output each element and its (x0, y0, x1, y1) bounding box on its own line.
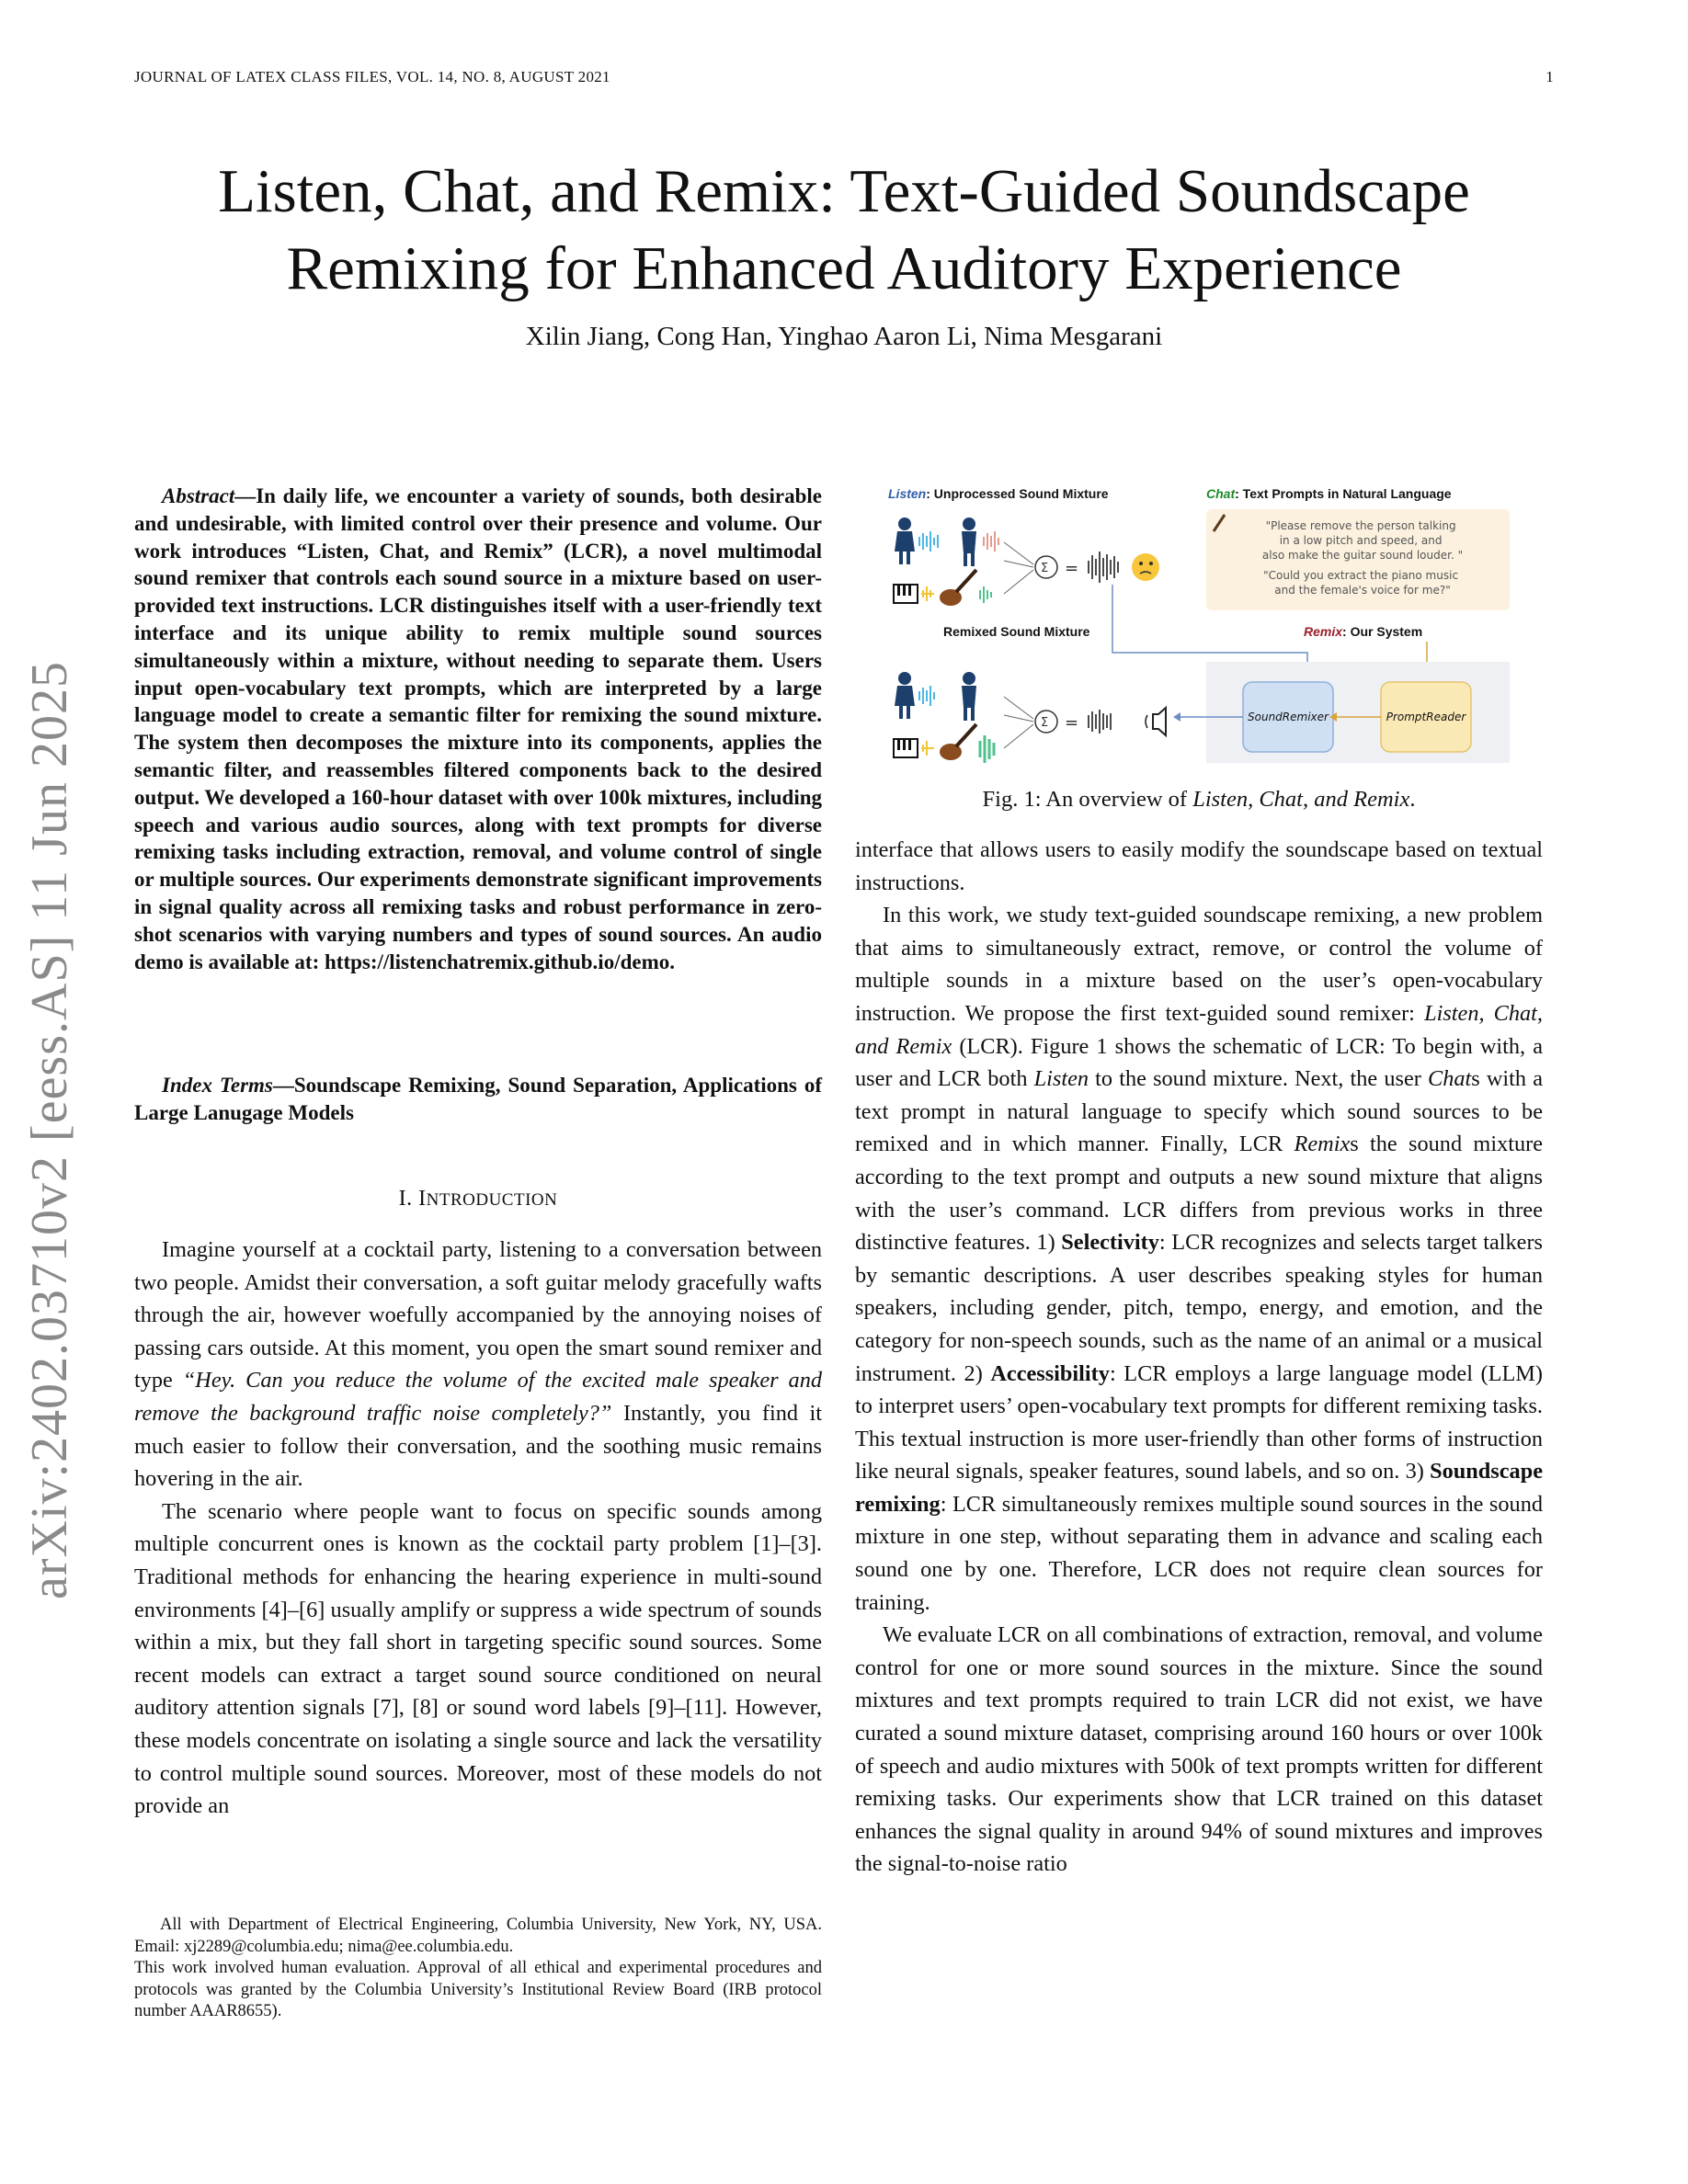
person-male-icon (962, 518, 976, 566)
blue-waveform-icon-2 (919, 686, 934, 706)
section-title-first: I (418, 1187, 427, 1211)
prompt-reader-label: PromptReader (1386, 711, 1466, 723)
title-line-2: Remixing for Enhanced Auditory Experience (286, 234, 1402, 302)
index-terms-label: Index Terms (162, 1074, 273, 1097)
section-heading (134, 1187, 822, 1211)
arxiv-identifier: arXiv:2402.03710v2 [eess.AS] 11 Jun 2025 (21, 661, 78, 1599)
title-line-1: Listen, Chat, and Remix: Text-Guided Soundscape (218, 157, 1470, 225)
intro-p1-quote: “Hey. Can you reduce the volume of the excited male speaker and remove the background traffic noise completely?” (134, 1368, 822, 1426)
caption-suffix: . (1409, 787, 1416, 812)
guitar-icon-2 (940, 724, 976, 760)
yellow-waveform-icon-2 (921, 741, 934, 756)
figure-1 (884, 478, 1515, 772)
index-terms (134, 1072, 822, 1127)
abstract-label: Abstract (162, 484, 235, 507)
intro-paragraph-1 (134, 1234, 822, 1496)
right-paragraph-2: We evaluate LCR on all combinations of extraction, removal, and volume control for one or more sound sources in the mixture. Since the sound mixtures and text prompts required to train LCR did not exist, we have curated a sound mixture dataset, comprising around 160 hours or over 100k of speech and audio mixtures with 500k of text prompts written for different remixing tasks. Our experiments show that LCR trained on this dataset enhances the signal quality in around 94% of sound mixtures and improves the signal-to-noise ratio (855, 1622, 1543, 1877)
sum-icon-2 (1035, 711, 1057, 733)
sum-icon (1035, 556, 1057, 578)
abstract-text: —In daily life, we encounter a variety of sounds, both desirable and undesirable, with limited control over their presence and volume. Our work introduces “Listen, Chat, and Remix” (LCR), a novel multimodal sound remixer that controls each sound source in a mixture based on user-provided text instructions. LCR distinguishes itself with a user-friendly text interface and its unique ability to remix multiple sound sources simultaneously within a mixture, without needing to separate them. Users input open-vocabulary text prompts, which are interpreted by a large language model to create a semantic filter for remixing the sound mixture. The system then decomposes the mixture into its components, applies the semantic filter, and reassembles filtered components back to the desired output. We developed a 160-hour dataset with over 100k mixtures, including speech and various audio sources, along with text prompts for diverse remixing tasks including extraction, removal, and volume control of single or multiple sources. Our experiments demonstrate significant improvements in signal quality across all remixing tasks and robust performance in zero-shot scenarios with varying numbers and types of sound sources. An audio demo is available at: https://listenchatremix.github.io/demo. (134, 484, 822, 973)
person-male-icon-2 (962, 672, 976, 721)
abstract (134, 483, 822, 975)
footnote-irb: This work involved human evaluation. Approval of all ethical and experimental procedures and protocols was granted by the Columbia University’s Institutional Review Board (IRB protocol number AAAR8655). (134, 1959, 822, 2020)
prompt-2-text: "Could you extract the piano music and the female's voice for me?" (1263, 569, 1459, 597)
footnote (134, 1915, 822, 2023)
journal-name: JOURNAL OF LATEX CLASS FILES, VOL. 14, NO. 8, AUGUST 2021 (134, 68, 610, 85)
yellow-waveform-icon (921, 586, 934, 601)
svg-text:Σ: Σ (1041, 716, 1049, 730)
chat-label: Chat: Text Prompts in Natural Language (1206, 486, 1452, 501)
piano-icon (894, 585, 918, 603)
remixed-mixture-label: Remixed Sound Mixture (943, 624, 1090, 639)
blue-waveform-icon (919, 531, 938, 552)
confused-face-icon (1132, 553, 1159, 581)
right-paragraph-0: interface that allows users to easily modify the soundscape based on textual instructions. (855, 837, 1543, 895)
right-column-body (855, 834, 1543, 1881)
piano-icon-2 (894, 739, 918, 757)
footnote-affiliation: All with Department of Electrical Engineering, Columbia University, New York, NY, USA. Email: xj2289@columbia.edu; nima@ee.columbia.edu. (134, 1916, 822, 1956)
index-terms-text: —Soundscape Remixing, Sound Separation, Applications of Large Lanugage Models (134, 1074, 823, 1124)
remix-label: Remix: Our System (1304, 624, 1423, 639)
speaker-icon (1146, 708, 1166, 735)
running-header (134, 68, 1554, 86)
equals-sign-2: = (1065, 713, 1079, 733)
right-paragraph-1: In this work, we study text-guided soundscape remixing, a new problem that aims to simultaneously extract, remove, or control the volume of multiple sounds in a mixture based on the user’s open-vocabulary instruction. We propose the first text-guided sound remixer: Listen, Chat, and Remix (LCR). Figure 1 shows the schematic of LCR: To begin with, a user and LCR both Listen to the sound mixture. Next, the user Chats with a text prompt in natural language to specify which sound sources to be remixed and in which manner. Finally, LCR Remixs the sound mixture according to the text prompt and outputs a new sound mixture that aligns with the user’s command. LCR differs from previous works in three distinctive features. 1) Selectivity: LCR recognizes and selects target talkers by semantic descriptions. A user describes speaking styles for human speakers, including gender, pitch, tempo, energy, and emotion, and the category for non-speech sounds, such as the name of an animal or a musical instrument. 2) Accessibility: LCR employs a large language model (LLM) to interpret users’ open-vocabulary text prompts for different remixing tasks. This textual instruction is more user-friendly than other forms of instruction like neural signals, speaker features, sound labels, and so on. 3) Soundscape remixing: LCR simultaneously remixes multiple sound sources in the sound mixture in one step, without separating them in advance and scaling each sound one by one. Therefore, LCR does not require clean sources for training. (855, 903, 1544, 1615)
figure-caption (855, 787, 1543, 813)
sound-remixer-label: SoundRemixer (1248, 711, 1329, 723)
section-number: I. (398, 1187, 413, 1211)
equals-sign: = (1065, 559, 1079, 578)
svg-text:Σ: Σ (1041, 562, 1049, 575)
page-number: 1 (1545, 68, 1554, 85)
red-waveform-icon (984, 531, 998, 552)
figure-1-diagram (884, 478, 1515, 772)
mix-lines-top (1004, 542, 1033, 594)
remixed-waveform-icon (1089, 710, 1111, 734)
person-female-icon-2 (895, 672, 915, 719)
green-waveform-icon-2 (980, 735, 994, 763)
guitar-icon (940, 570, 976, 606)
green-waveform-icon (980, 586, 991, 603)
intro-p1-text-b: Instantly, you find it much easier to follow their conversation, and the soothing music remains hovering in the air. (134, 1400, 823, 1492)
intro-paragraph-2: The scenario where people want to focus on specific sounds among multiple concurrent ones is known as the cocktail party problem [1]–[3]. Traditional methods for enhancing the hearing experience in multi-sound environments [4]–[6] usually amplify or suppress a wide spectrum of sounds within a mix, but they fall short in targeting specific sound sources. Some recent models can extract a target sound source conditioned on neural auditory attention signals [7], [8] or sound word labels [9]–[11]. However, these models concentrate on isolating a single source and lack the versatility to control multiple sound sources. Moreover, most of these models do not provide an (134, 1498, 822, 1819)
listen-label: Listen: Unprocessed Sound Mixture (888, 486, 1109, 501)
introduction-body (134, 1234, 822, 1823)
intro-p1-text-a: Imagine yourself at a cocktail party, listening to a conversation between two people. Amidst their conversation, a soft guitar melody gracefully wafts through the air, however woefully accompanied by the annoying noises of passing cars outside. At this moment, you open the smart sound remixer and type (134, 1237, 822, 1393)
mix-lines-bottom (1004, 697, 1033, 748)
caption-italic: Listen, Chat, and Remix (1192, 787, 1410, 812)
caption-prefix: Fig. 1: An overview of (982, 787, 1193, 812)
author-list: Xilin Jiang, Cong Han, Yinghao Aaron Li, Nima Mesgarani (525, 322, 1163, 351)
prompt-1-text: "Please remove the person talking in a low pitch and speed, and also make the guitar sound louder. " (1261, 519, 1464, 562)
paper-title (0, 153, 1688, 307)
mixture-waveform-icon (1089, 552, 1118, 583)
arrowhead-left-2 (1173, 712, 1180, 722)
section-title-rest: NTRODUCTION (426, 1190, 558, 1210)
person-female-icon (895, 518, 915, 564)
